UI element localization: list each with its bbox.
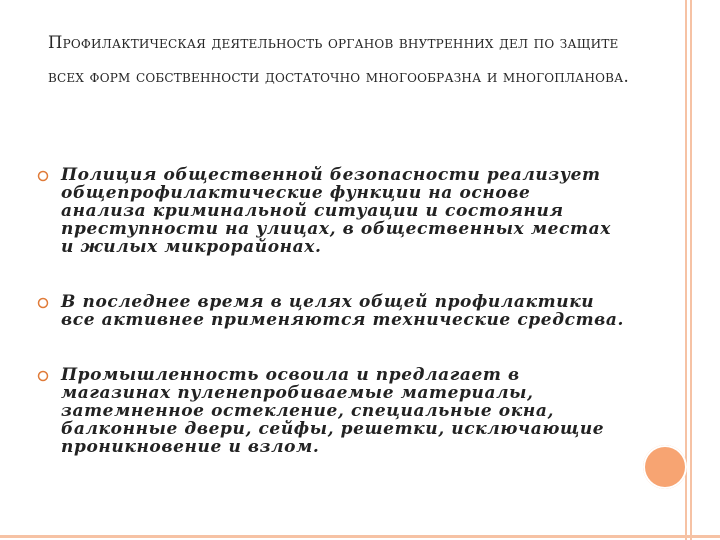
bullet-text: Промышленность освоила и предлагает в магазинах пуленепробиваемые материалы, затемненное остекление, специальные окна, балконные двери, сейфы, решетки, исключающие проникновение и взлом. <box>61 365 605 457</box>
bullet-item <box>37 166 637 256</box>
slide-border-bottom-line <box>0 535 720 538</box>
circle-bullet-icon <box>37 370 49 382</box>
bullet-text: Полиция общественной безопасности реализует общепрофилактические функции на основе анализа криминальной ситуации и состояния преступности на улицах, в общественных местах и жилых микрорайонах. <box>61 165 611 257</box>
bullet-list <box>37 166 637 456</box>
bullet-item <box>37 293 637 329</box>
circle-bullet-icon <box>37 297 49 309</box>
slide-border-right-line-2 <box>690 0 692 540</box>
circle-bullet-icon <box>37 170 49 182</box>
decorative-orange-circle <box>643 445 687 489</box>
bullet-item <box>37 366 637 456</box>
slide-title: Профилактическая деятельность органов внутренних дел по защите всех форм собственности достаточно многообразна и многопланова. <box>48 33 629 86</box>
bullet-text: В последнее время в целях общей профилактики все активнее применяются технические средства. <box>61 292 625 330</box>
